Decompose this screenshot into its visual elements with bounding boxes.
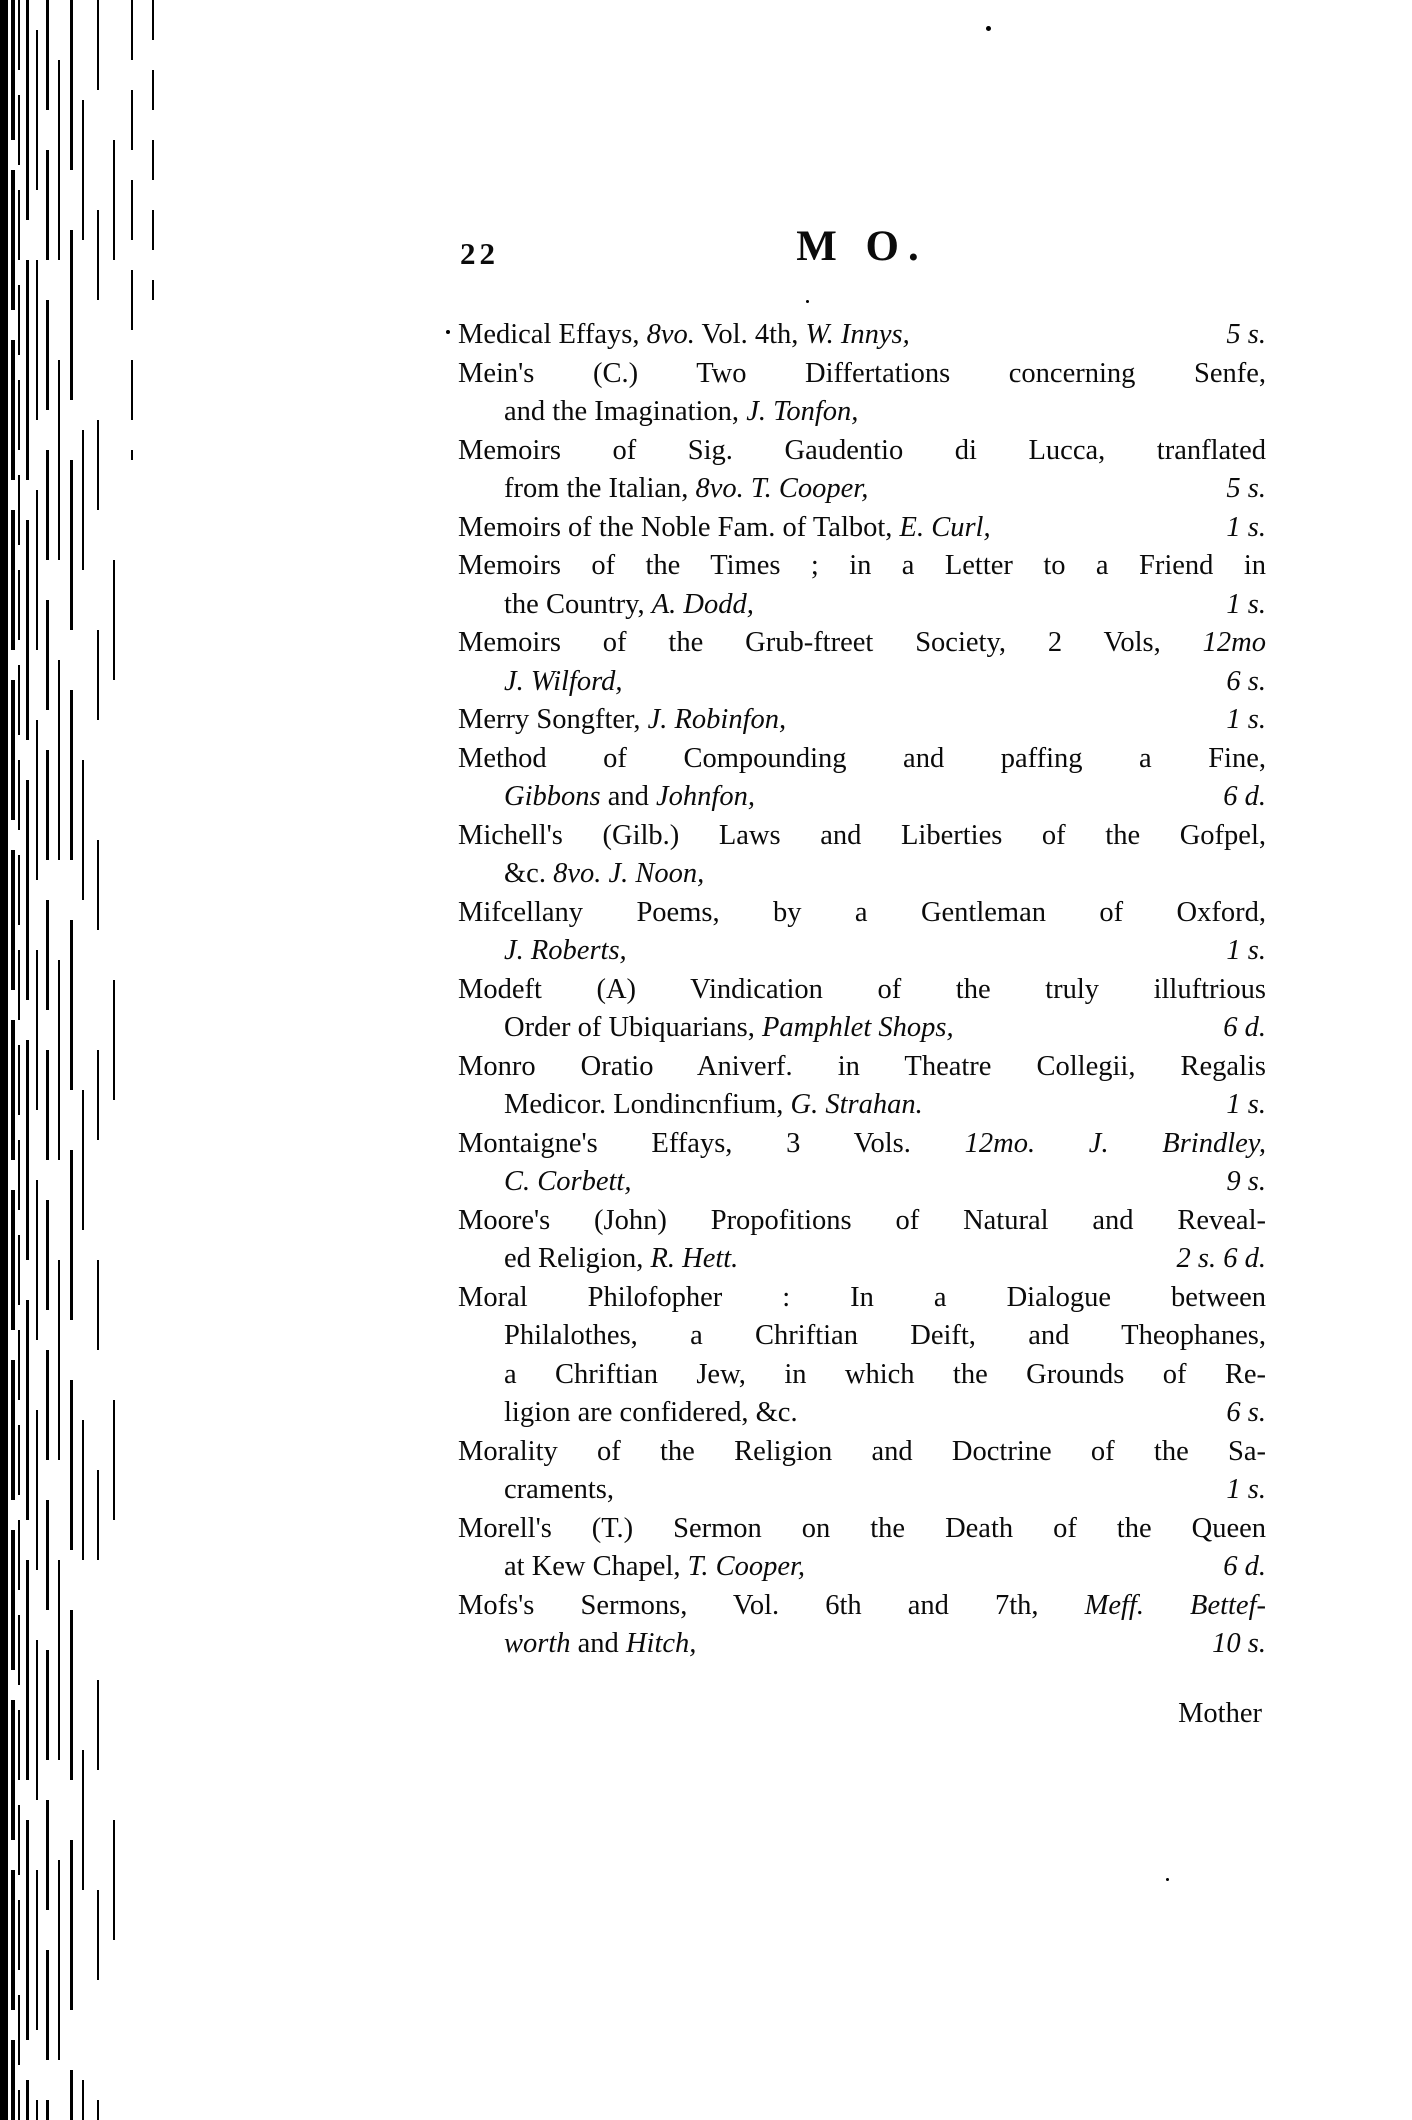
gutter-line — [36, 0, 38, 2120]
gutter-line — [97, 0, 99, 2120]
price: 1 s. — [1226, 935, 1266, 966]
gutter-line — [82, 0, 84, 2120]
entry-line — [458, 1510, 1266, 1549]
gutter-line — [152, 0, 154, 300]
entry-text: Memoirs of the Grub-ftreet Society, 2 Vols, 12mo — [458, 627, 1266, 658]
entry-text: a Chriftian Jew, in which the Grounds of Re- — [504, 1358, 1266, 1390]
entry-text: Moore's (John) Propofitions of Natural and Reveal- — [458, 1204, 1266, 1236]
price: 6 d. — [1223, 1012, 1266, 1043]
entry-text: J. Roberts, — [504, 935, 627, 966]
gutter-line — [70, 0, 73, 2120]
price: 9 s. — [1226, 1166, 1266, 1197]
gutter-line — [26, 0, 29, 2120]
entry-line — [458, 663, 1266, 702]
entry-text: Medical Effays, 8vo. Vol. 4th, W. Innys, — [458, 319, 910, 350]
speck — [446, 330, 450, 334]
entry-line — [458, 817, 1266, 856]
entry-line — [458, 547, 1266, 586]
entry-text: Memoirs of the Times ; in a Letter to a Friend in — [458, 550, 1266, 581]
running-title: M O. — [796, 223, 928, 270]
entry-line — [458, 1394, 1266, 1433]
entry-line — [458, 778, 1266, 817]
entry-text: Memoirs of Sig. Gaudentio di Lucca, tranflated — [458, 434, 1266, 466]
entry-text: Mein's (C.) Two Differtations concerning Senfe, — [458, 357, 1266, 389]
price: 6 s. — [1226, 665, 1266, 697]
entry-line — [458, 1086, 1266, 1125]
entry-text: Philalothes, a Chriftian Deift, and Theophanes, — [504, 1320, 1266, 1351]
entry-text: craments, — [504, 1474, 614, 1505]
entry-text: Morell's (T.) Sermon on the Death of the Queen — [458, 1512, 1266, 1544]
entry-line — [458, 1202, 1266, 1241]
catchword: Mother — [1178, 1697, 1262, 1729]
entry-line — [458, 932, 1266, 971]
entry-line — [458, 1240, 1266, 1279]
entry-text: Order of Ubiquarians, Pamphlet Shops, — [504, 1012, 954, 1043]
entry-text: ed Religion, R. Hett. — [504, 1243, 739, 1274]
entry-line — [458, 1356, 1266, 1395]
entry-line — [458, 355, 1266, 394]
entry-line — [458, 971, 1266, 1010]
entry-line — [458, 1009, 1266, 1048]
entry-text: Modeft (A) Vindication of the truly illuftrious — [458, 973, 1266, 1005]
entry-line — [458, 1548, 1266, 1587]
entry-line — [458, 393, 1266, 432]
page-header — [458, 222, 1266, 316]
entry-line — [458, 1163, 1266, 1202]
entry-text: Montaigne's Effays, 3 Vols. 12mo. J. Brindley, — [458, 1127, 1266, 1159]
page-number: 22 — [460, 236, 499, 271]
entry-text: Morality of the Religion and Doctrine of the Sa- — [458, 1435, 1266, 1467]
gutter-line — [18, 0, 20, 2120]
gutter-line — [58, 0, 60, 2120]
entry-text: C. Corbett, — [504, 1166, 632, 1197]
entry-text: J. Wilford, — [504, 665, 623, 697]
price: 10 s. — [1212, 1628, 1266, 1659]
entry-text: ligion are confidered, &c. — [504, 1397, 798, 1428]
price: 1 s. — [1226, 511, 1266, 543]
entry-text: Gibbons and Johnfon, — [504, 781, 755, 812]
entry-text: worth and Hitch, — [504, 1628, 697, 1659]
entry-text: Medicor. Londincnfium, G. Strahan. — [504, 1089, 923, 1120]
entry-text: Merry Songfter, J. Robinfon, — [458, 704, 787, 735]
entry-text: from the Italian, 8vo. T. Cooper, — [504, 473, 869, 504]
entry-line — [458, 1587, 1266, 1626]
entry-line — [458, 1471, 1266, 1510]
entry-line — [458, 1625, 1266, 1664]
entry-text: Memoirs of the Noble Fam. of Talbot, E. Curl, — [458, 511, 991, 543]
price: 6 d. — [1223, 781, 1266, 812]
gutter-line — [11, 0, 15, 2120]
entry-line — [458, 470, 1266, 509]
gutter-line — [113, 0, 115, 2120]
entry-text: at Kew Chapel, T. Cooper, — [504, 1551, 806, 1582]
gutter-line — [46, 0, 49, 2120]
price: 1 s. — [1226, 704, 1266, 735]
entry-line — [458, 316, 1266, 355]
entry-line — [458, 740, 1266, 779]
page-content — [458, 222, 1266, 1730]
gutter-line — [0, 0, 8, 2120]
entry-line — [458, 1125, 1266, 1164]
entry-text: Michell's (Gilb.) Laws and Liberties of the Gofpel, — [458, 819, 1266, 851]
entry-line — [458, 586, 1266, 625]
price: 6 s. — [1226, 1397, 1266, 1428]
entry-line — [458, 1317, 1266, 1356]
speck — [1166, 1878, 1169, 1881]
entry-text: Moral Philofopher : In a Dialogue between — [458, 1281, 1266, 1313]
entry-text: Monro Oratio Aniverf. in Theatre Collegii, Regalis — [458, 1050, 1266, 1082]
entry-line — [458, 1048, 1266, 1087]
price: 1 s. — [1226, 1474, 1266, 1505]
entry-text: the Country, A. Dodd, — [504, 588, 754, 620]
entry-text: Mofs's Sermons, Vol. 6th and 7th, Meff. Bettef- — [458, 1589, 1266, 1621]
price: 2 s. 6 d. — [1176, 1243, 1266, 1274]
speck — [986, 26, 991, 31]
entry-line — [458, 432, 1266, 471]
price: 1 s. — [1226, 1089, 1266, 1120]
entry-line — [458, 624, 1266, 663]
entry-line — [458, 894, 1266, 933]
price: 5 s. — [1226, 319, 1266, 350]
entry-text: &c. 8vo. J. Noon, — [504, 858, 705, 889]
gutter-line — [131, 0, 133, 460]
entry-text: Method of Compounding and paffing a Fine, — [458, 742, 1266, 774]
entry-text: Mifcellany Poems, by a Gentleman of Oxford, — [458, 896, 1266, 928]
entry-lines — [458, 316, 1266, 1664]
entry-line — [458, 509, 1266, 548]
price: 6 d. — [1223, 1551, 1266, 1582]
price: 1 s. — [1226, 588, 1266, 620]
entry-line — [458, 855, 1266, 894]
entry-line — [458, 701, 1266, 740]
price: 5 s. — [1226, 473, 1266, 504]
entry-line — [458, 1279, 1266, 1318]
entry-line — [458, 1433, 1266, 1472]
entry-text: and the Imagination, J. Tonfon, — [504, 396, 859, 427]
